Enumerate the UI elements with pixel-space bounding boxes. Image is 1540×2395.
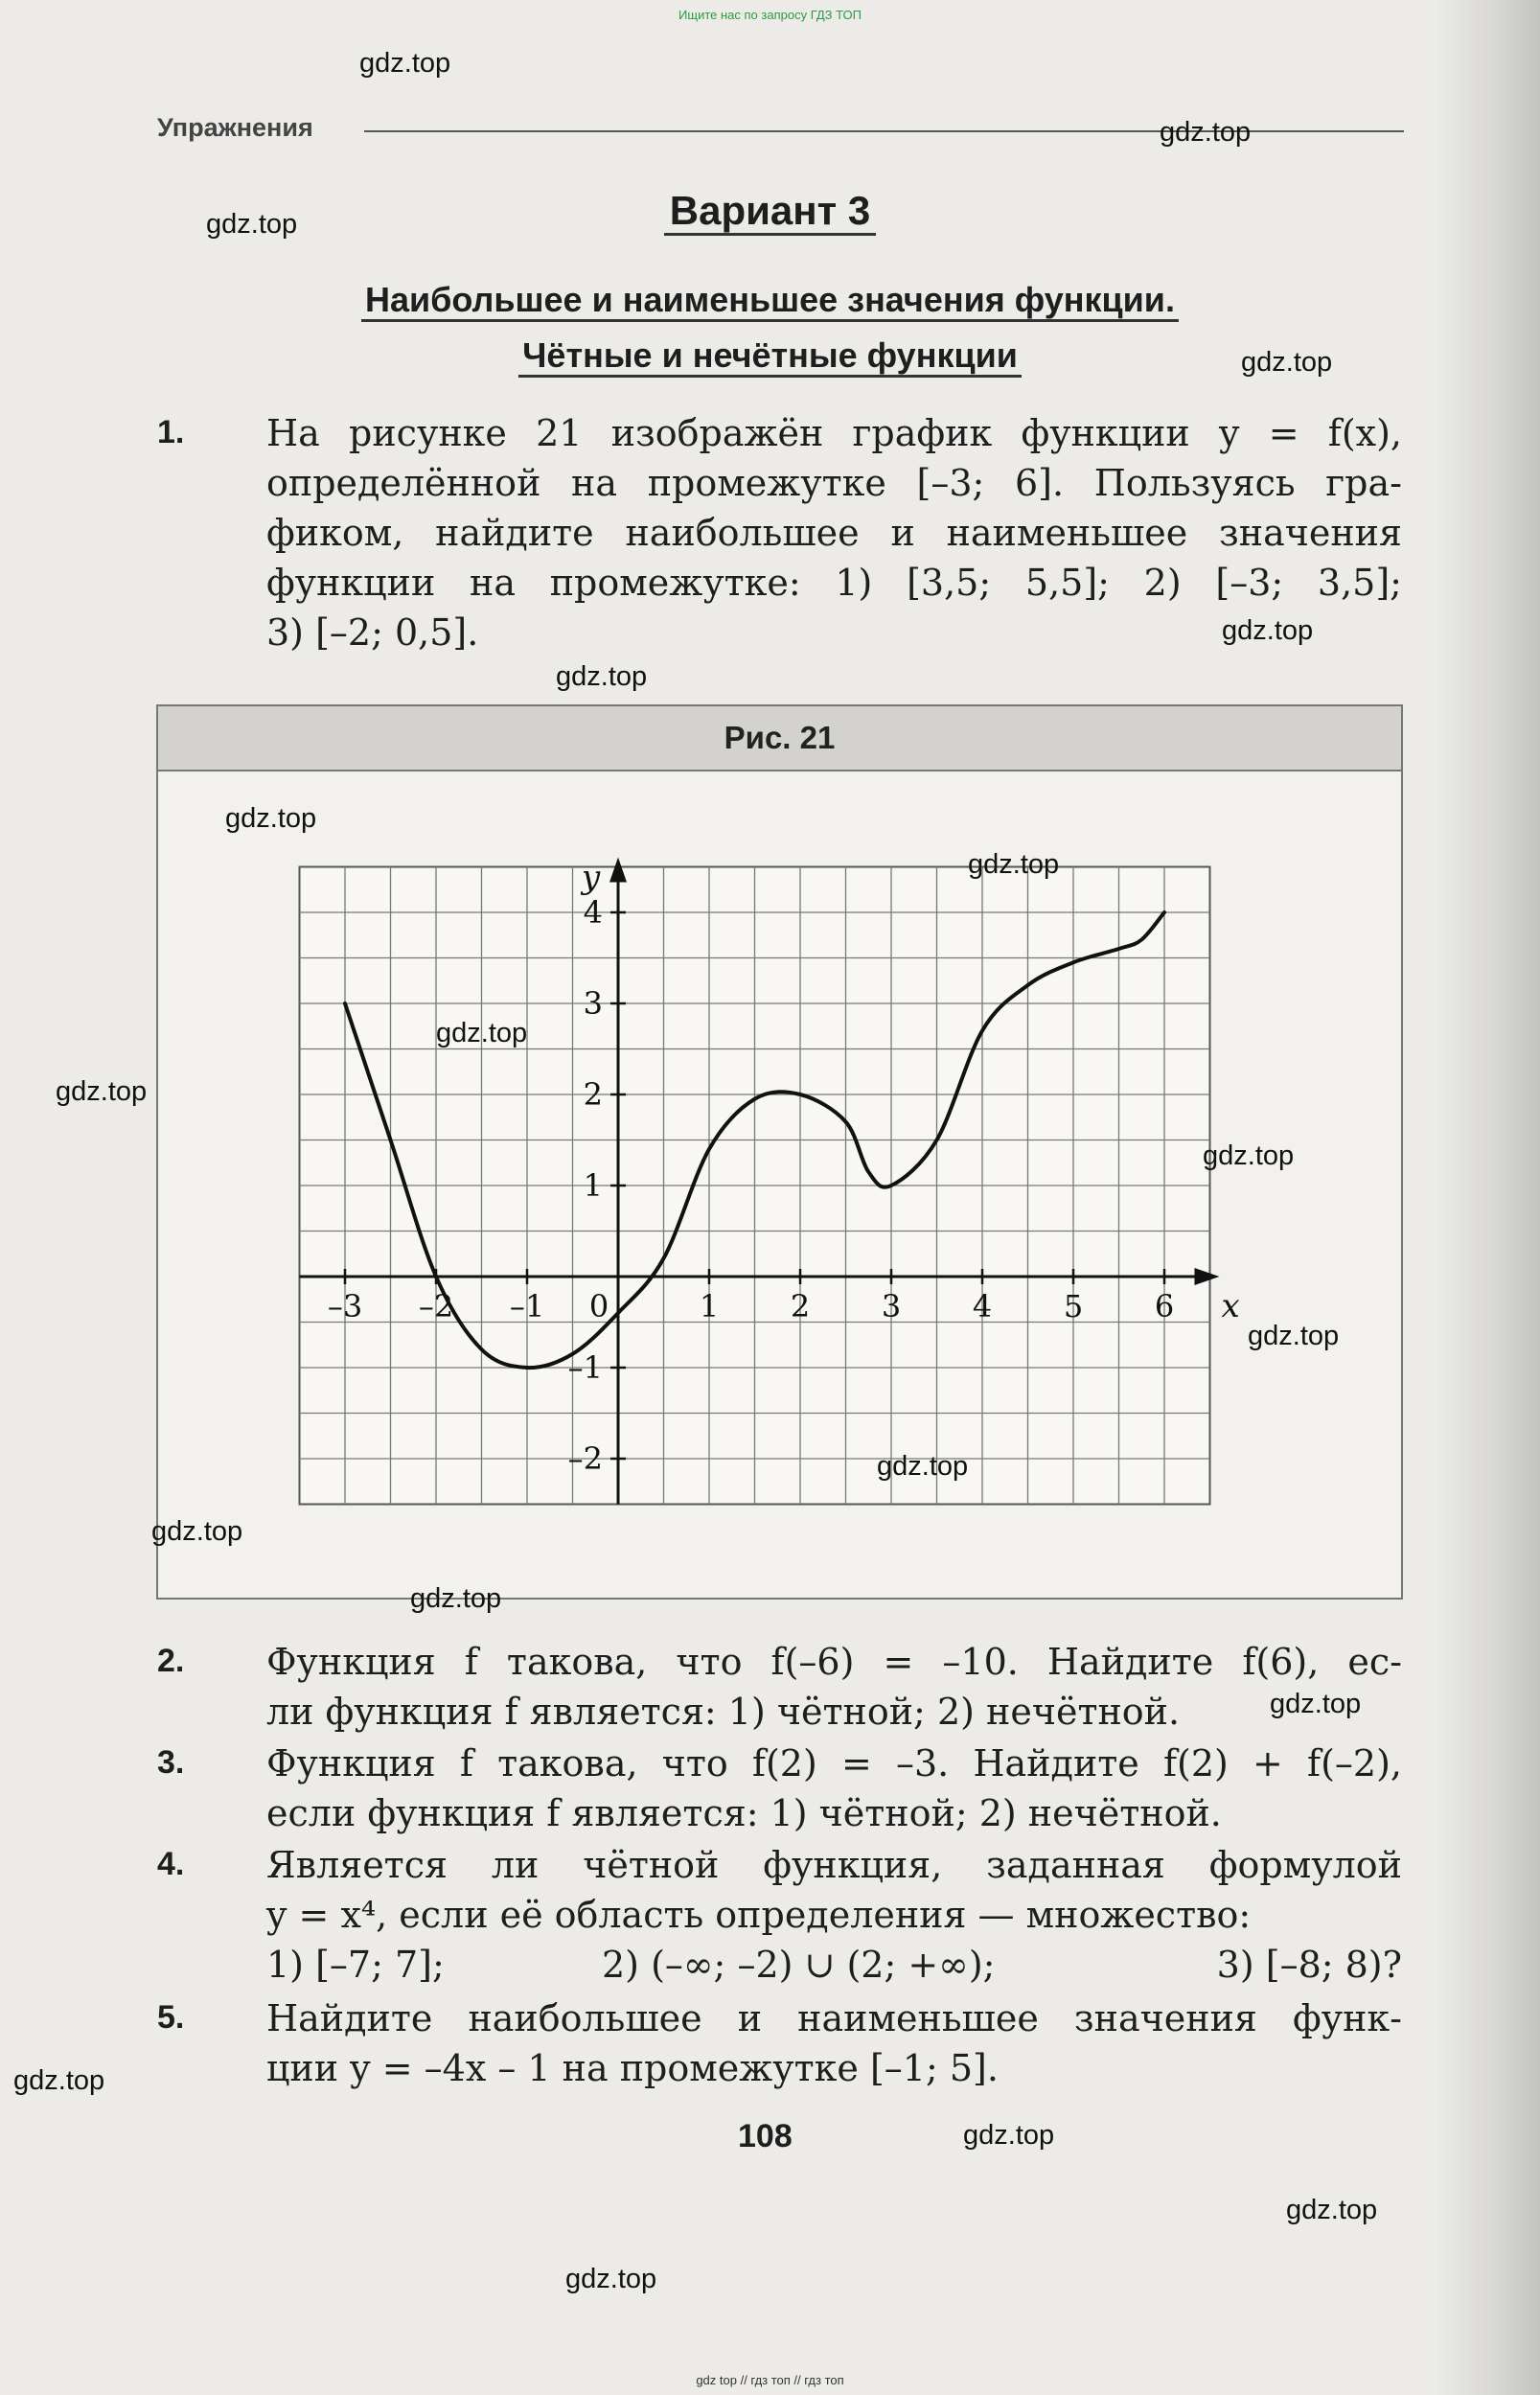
watermark: gdz.top bbox=[1286, 2195, 1378, 2225]
watermark: gdz.top bbox=[565, 2264, 657, 2294]
problem-line: Найдите наибольшее и наименьшее значения функ- bbox=[266, 1997, 1402, 2039]
problem-line: Функция f такова, что f(2) = –3. Найдите f(2) + f(–2), bbox=[266, 1742, 1402, 1785]
x-tick-label: 2 bbox=[790, 1288, 811, 1324]
y-tick-label: –1 bbox=[567, 1349, 603, 1386]
watermark: gdz.top bbox=[1241, 347, 1333, 378]
watermark: gdz.top bbox=[206, 209, 298, 240]
section-label: Упражнения bbox=[157, 113, 313, 142]
x-tick-label: –1 bbox=[509, 1288, 545, 1324]
problem-text bbox=[266, 1993, 1402, 2093]
watermark: gdz.top bbox=[1203, 1140, 1295, 1171]
option-1: 1) [–7; 7]; bbox=[266, 1944, 445, 1986]
problem-text bbox=[266, 1840, 1402, 1990]
y-tick-label: 4 bbox=[583, 894, 603, 931]
y-axis-label: y bbox=[582, 858, 601, 897]
y-tick-label: 3 bbox=[583, 985, 603, 1022]
option-3: 3) [–8; 8)? bbox=[1216, 1944, 1402, 1986]
problem-line: ции y = –4x – 1 на промежутке [–1; 5]. bbox=[266, 2047, 999, 2089]
watermark: gdz.top bbox=[877, 1451, 969, 1482]
x-tick-label: 3 bbox=[881, 1288, 902, 1324]
y-tick-label: –2 bbox=[567, 1440, 603, 1477]
watermark: gdz.top bbox=[1160, 117, 1252, 148]
watermark: gdz.top bbox=[1248, 1321, 1340, 1351]
page-number: 108 bbox=[738, 2118, 793, 2154]
variant-title: Вариант 3 bbox=[0, 188, 1540, 234]
y-tick-label: 2 bbox=[583, 1076, 603, 1113]
watermark: gdz.top bbox=[436, 1018, 528, 1048]
watermark: gdz.top bbox=[56, 1076, 148, 1107]
x-tick-label: –3 bbox=[327, 1288, 363, 1324]
x-axis-label: x bbox=[1221, 1287, 1240, 1325]
watermark: gdz.top bbox=[1222, 615, 1314, 646]
top-note: Ищите нас по запросу ГДЗ ТОП bbox=[678, 8, 862, 22]
x-tick-label: 6 bbox=[1154, 1288, 1175, 1324]
problem-number: 4. bbox=[157, 1846, 185, 1882]
watermark: gdz.top bbox=[1270, 1689, 1362, 1719]
y-tick-label: 1 bbox=[583, 1167, 603, 1204]
x-tick-label: –2 bbox=[418, 1288, 454, 1324]
watermark: gdz.top bbox=[151, 1516, 243, 1547]
problem-line: 3) [–2; 0,5]. bbox=[266, 611, 479, 654]
x-tick-label: 4 bbox=[972, 1288, 993, 1324]
x-tick-label: 0 bbox=[588, 1288, 609, 1324]
topic-line-2: Чётные и нечётные функции bbox=[0, 335, 1540, 376]
problem-line: y = x⁴, если её область определения — множество: bbox=[266, 1894, 1252, 1936]
problem-line: ли функция f является: 1) чётной; 2) нечётной. bbox=[266, 1691, 1181, 1733]
watermark: gdz.top bbox=[13, 2065, 105, 2096]
watermark: gdz.top bbox=[359, 48, 451, 79]
problem-number: 1. bbox=[157, 414, 185, 450]
watermark: gdz.top bbox=[225, 803, 317, 834]
problem-line: если функция f является: 1) чётной; 2) нечётной. bbox=[266, 1792, 1222, 1834]
problem-line: функции на промежутке: 1) [3,5; 5,5]; 2) [–3; 3,5]; bbox=[266, 562, 1402, 604]
x-tick-label: 1 bbox=[699, 1288, 720, 1324]
problem-line: Функция f такова, что f(–6) = –10. Найдите f(6), ес- bbox=[266, 1641, 1402, 1683]
problem-number: 5. bbox=[157, 1999, 185, 2036]
problem-line: фиком, найдите наибольшее и наименьшее значения bbox=[266, 512, 1402, 554]
problem-options bbox=[266, 1940, 1402, 1990]
option-2: 2) (–∞; –2) ∪ (2; +∞); bbox=[602, 1944, 996, 1986]
watermark: gdz.top bbox=[410, 1583, 502, 1614]
problem-line: На рисунке 21 изображён график функции y = f(x), bbox=[266, 412, 1402, 454]
bottom-note: gdz top // гдз топ // гдз топ bbox=[696, 2373, 844, 2387]
problem-text bbox=[266, 1637, 1402, 1737]
x-tick-label: 5 bbox=[1063, 1288, 1084, 1324]
watermark: gdz.top bbox=[556, 661, 648, 692]
figure-title: Рис. 21 bbox=[724, 720, 836, 755]
problem-line: определённой на промежутке [–3; 6]. Пользуясь гра- bbox=[266, 462, 1402, 504]
watermark: gdz.top bbox=[963, 2120, 1055, 2151]
watermark: gdz.top bbox=[968, 849, 1060, 880]
problem-text bbox=[266, 1739, 1402, 1838]
problem-number: 2. bbox=[157, 1643, 185, 1679]
problem-line: Является ли чётной функция, заданная формулой bbox=[266, 1844, 1402, 1886]
problem-number: 3. bbox=[157, 1744, 185, 1781]
topic-line-1: Наибольшее и наименьшее значения функции. bbox=[0, 280, 1540, 320]
